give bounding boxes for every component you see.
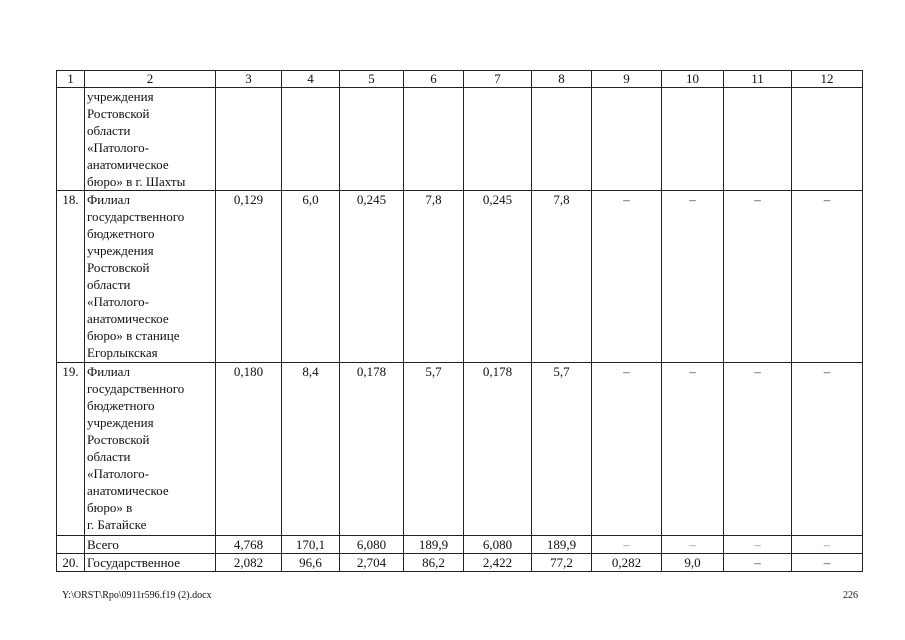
table-cell: 6,0 bbox=[282, 191, 340, 363]
table-cell bbox=[216, 88, 282, 191]
table-cell bbox=[532, 88, 592, 191]
table-cell: 5,7 bbox=[532, 363, 592, 536]
page-number: 226 bbox=[843, 590, 858, 601]
table-cell: 0,178 bbox=[340, 363, 404, 536]
table-cell bbox=[340, 88, 404, 191]
table-cell: 170,1 bbox=[282, 536, 340, 554]
file-path-footer: Y:\ORST\Rpo\0911r596.f19 (2).docx bbox=[62, 590, 212, 601]
table-cell bbox=[792, 88, 863, 191]
institution-name: Филиал государственного бюджетного учреждения Ростовской области «Патолого- анатомическое бюро» в г. Батайске bbox=[85, 363, 216, 536]
data-table bbox=[56, 70, 863, 572]
column-number: 9 bbox=[592, 71, 662, 88]
table-cell: 9,0 bbox=[662, 554, 724, 572]
table-cell: 0,180 bbox=[216, 363, 282, 536]
table-cell: 96,6 bbox=[282, 554, 340, 572]
column-number: 11 bbox=[724, 71, 792, 88]
table-cell bbox=[662, 88, 724, 191]
table-cell: 0,282 bbox=[592, 554, 662, 572]
table-row bbox=[57, 363, 863, 536]
table-cell bbox=[724, 88, 792, 191]
column-number: 10 bbox=[662, 71, 724, 88]
table-cell: 0,129 bbox=[216, 191, 282, 363]
table-cell: – bbox=[662, 536, 724, 554]
table-cell: 4,768 bbox=[216, 536, 282, 554]
table-row bbox=[57, 554, 863, 572]
column-number: 12 bbox=[792, 71, 863, 88]
table-cell: – bbox=[724, 536, 792, 554]
table-cell: – bbox=[592, 536, 662, 554]
table-cell: – bbox=[662, 191, 724, 363]
table-cell: – bbox=[792, 554, 863, 572]
table-cell: – bbox=[724, 554, 792, 572]
column-number: 5 bbox=[340, 71, 404, 88]
table-cell bbox=[592, 88, 662, 191]
row-number: 20. bbox=[57, 554, 85, 572]
table-cell bbox=[282, 88, 340, 191]
column-number: 2 bbox=[85, 71, 216, 88]
table-cell: 6,080 bbox=[340, 536, 404, 554]
row-number bbox=[57, 536, 85, 554]
column-number: 7 bbox=[464, 71, 532, 88]
institution-name: Филиал государственного бюджетного учреждения Ростовской области «Патолого- анатомическое бюро» в станице Егорлыкская bbox=[85, 191, 216, 363]
table-cell: 2,704 bbox=[340, 554, 404, 572]
total-row bbox=[57, 536, 863, 554]
table-cell: 6,080 bbox=[464, 536, 532, 554]
column-number: 8 bbox=[532, 71, 592, 88]
row-number: 18. bbox=[57, 191, 85, 363]
table-cell: – bbox=[592, 363, 662, 536]
table-cell: 7,8 bbox=[404, 191, 464, 363]
table-cell: – bbox=[792, 363, 863, 536]
column-number: 4 bbox=[282, 71, 340, 88]
total-label: Всего bbox=[85, 536, 216, 554]
table-cell: – bbox=[792, 536, 863, 554]
table-cell: 2,082 bbox=[216, 554, 282, 572]
table-cell: – bbox=[662, 363, 724, 536]
column-number: 6 bbox=[404, 71, 464, 88]
table-cell: 77,2 bbox=[532, 554, 592, 572]
row-number: 19. bbox=[57, 363, 85, 536]
institution-name: учреждения Ростовской области «Патолого- анатомическое бюро» в г. Шахты bbox=[85, 88, 216, 191]
table-cell: 0,178 bbox=[464, 363, 532, 536]
table-cell bbox=[464, 88, 532, 191]
column-number: 1 bbox=[57, 71, 85, 88]
table-cell: – bbox=[592, 191, 662, 363]
table-cell: 5,7 bbox=[404, 363, 464, 536]
table-cell: – bbox=[792, 191, 863, 363]
table-cell: 0,245 bbox=[340, 191, 404, 363]
table-row bbox=[57, 191, 863, 363]
table-cell: 189,9 bbox=[404, 536, 464, 554]
table-cell: 8,4 bbox=[282, 363, 340, 536]
table-cell: 86,2 bbox=[404, 554, 464, 572]
column-number: 3 bbox=[216, 71, 282, 88]
column-number-row bbox=[57, 71, 863, 88]
table-cell: – bbox=[724, 191, 792, 363]
table-cell: 2,422 bbox=[464, 554, 532, 572]
table-row bbox=[57, 88, 863, 191]
table-cell: – bbox=[724, 363, 792, 536]
table-cell: 189,9 bbox=[532, 536, 592, 554]
institution-name: Государственное bbox=[85, 554, 216, 572]
table-cell: 7,8 bbox=[532, 191, 592, 363]
table-cell: 0,245 bbox=[464, 191, 532, 363]
row-number bbox=[57, 88, 85, 191]
table-cell bbox=[404, 88, 464, 191]
